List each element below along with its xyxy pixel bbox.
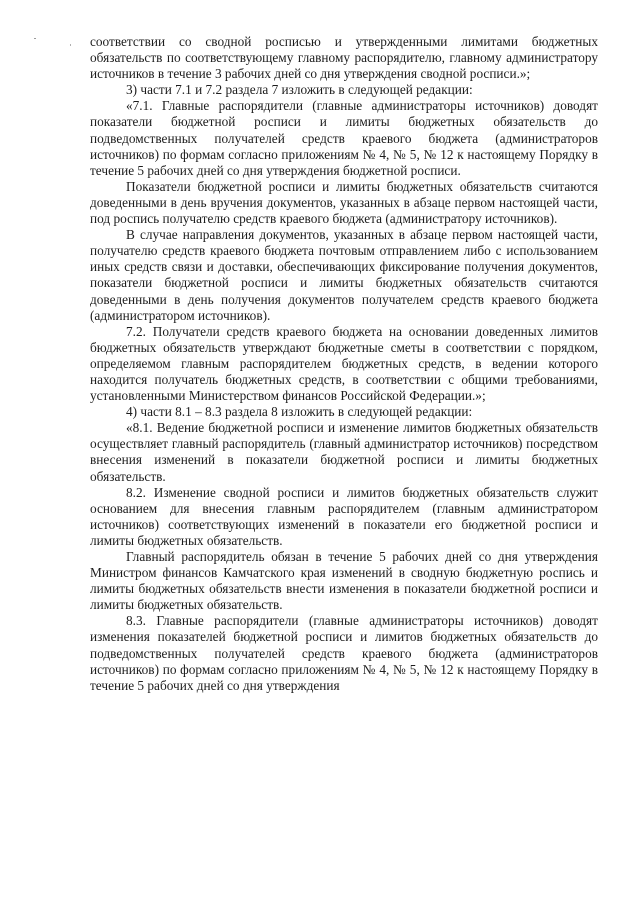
paragraph-8-2: 8.2. Изменение сводной росписи и лимитов бюджетных обязательств служит основанием для внесения главным распорядителем (главным администратором источников) соответствующих изменений в показатели его бюджетной росписи и лимиты бюджетных обязательств. [90,484,598,548]
paragraph-item-4: 4) части 8.1 – 8.3 раздела 8 изложить в следующей редакции: [126,404,473,420]
paragraph-continuation: соответствии со сводной росписью и утвержденными лимитами бюджетных обязательств по соответствующему главному распорядителю, главному администратору источников в течение 3 рабочих дней со дня утверждения сводной росписи.»; [90,34,598,82]
paragraph-7-1: «7.1. Главные распорядители (главные администраторы источников) доводят показатели бюджетной росписи и лимиты бюджетных обязательств до подведомственных получателей средств краевого бюджета (администраторов источников) по формам согласно приложениям № 4, № 5, № 12 к настоящему Порядку в течение 5 рабочих дней со дня утверждения бюджетной росписи. [90,98,598,178]
paragraph-7-1-third: В случае направления документов, указанных в абзаце первом настоящей части, получателю средств краевого бюджета почтовым отправлением либо с использованием иных средств связи и доставки, обеспечивающих фиксирование получения документов, показатели бюджетной росписи и лимиты бюджетных обязательств считаются доведенными в день получения документов получателем средств краевого бюджета (администратором источников). [90,227,598,323]
paragraph-8-2-second: Главный распорядитель обязан в течение 5 рабочих дней со дня утверждения Министром финансов Камчатского края изменений в сводную бюджетную роспись и лимиты бюджетных обязательств внести изменения в показатели бюджетной росписи и лимиты бюджетных обязательств. [90,549,598,613]
scan-speck [70,44,71,46]
paragraph-7-1-second: Показатели бюджетной росписи и лимиты бюджетных обязательств считаются доведенными в день вручения документов, указанных в абзаце первом настоящей части, под роспись получателю средств краевого бюджета (администратору источников). [90,178,598,227]
paragraph-8-1: «8.1. Ведение бюджетной росписи и изменение лимитов бюджетных обязательств осуществляет главный распорядитель (главный администратор источников) посредством внесения изменений в показатели бюджетной росписи и лимиты бюджетных обязательств. [90,420,598,484]
scan-speck [34,38,36,39]
paragraph-7-2: 7.2. Получатели средств краевого бюджета на основании доведенных лимитов бюджетных обязательств утверждают бюджетные сметы в соответствии с порядком, определяемом главным распорядителем бюджетных средств, в ведении которого находится получатель бюджетных средств, в соответствии с общими требованиями, установленными Министерством финансов Российской Федерации.»; [90,323,598,404]
paragraph-8-3: 8.3. Главные распорядители (главные администраторы источников) доводят изменения показателей бюджетной росписи и лимитов бюджетных обязательств до подведомственных получателей средств краевого бюджета (администраторов источников) по формам согласно приложениям № 4, № 5, № 12 к настоящему Порядку в течение 5 рабочих дней со дня утверждения [90,613,598,693]
paragraph-item-3: 3) части 7.1 и 7.2 раздела 7 изложить в следующей редакции: [126,82,473,98]
document-body [90,34,598,694]
